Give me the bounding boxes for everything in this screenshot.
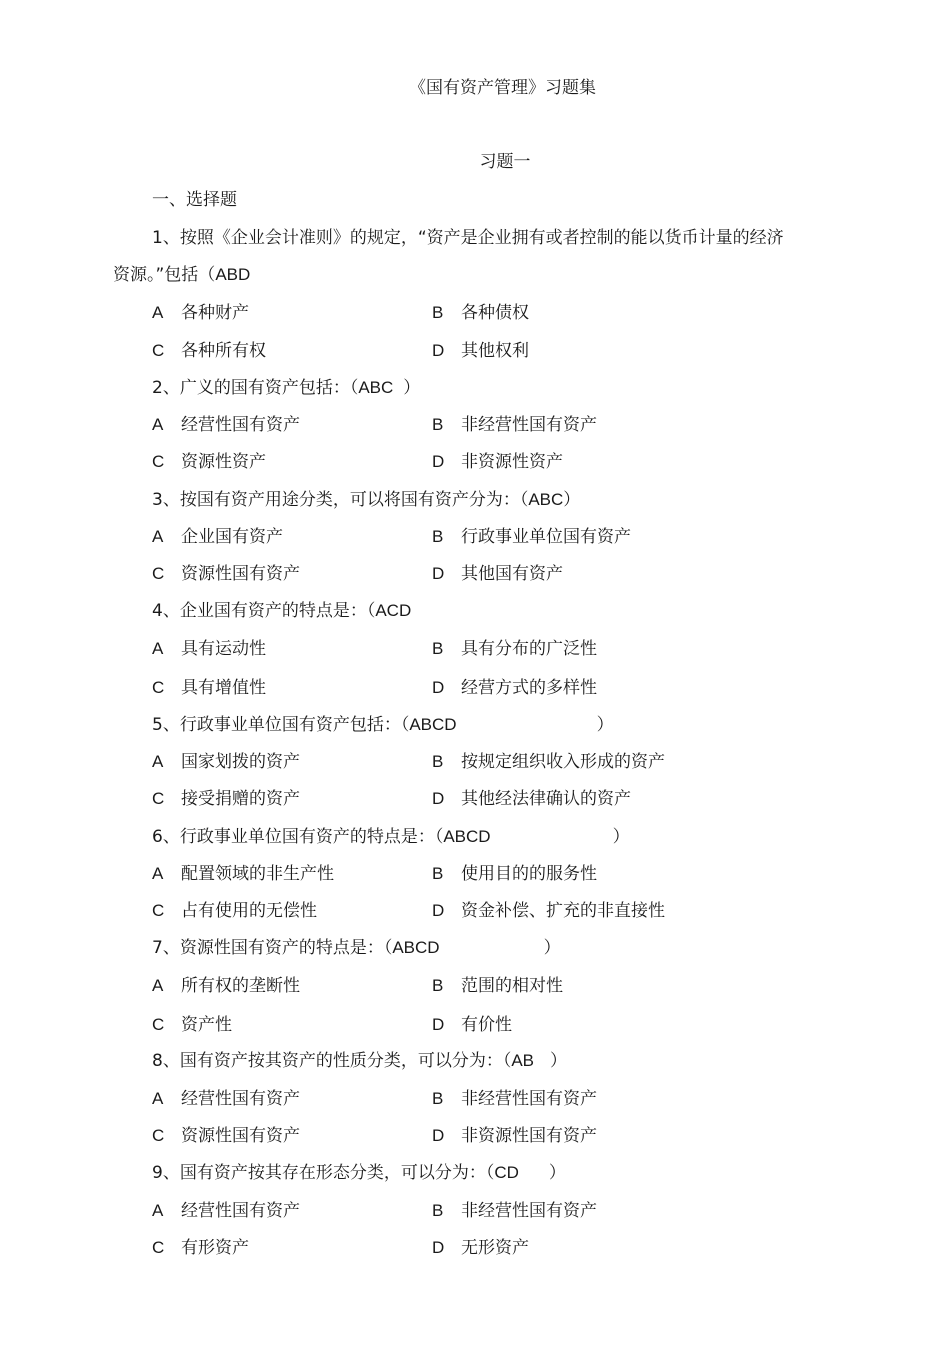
option-letter: D: [432, 452, 445, 471]
option-b: [432, 638, 597, 660]
option-text: 国家划拨的资产: [181, 752, 300, 772]
question-stem-text: 8、国有资产按其资产的性质分类，可以分为：（: [152, 1051, 512, 1071]
option-text: 经营方式的多样性: [461, 678, 597, 698]
option-a: [152, 1088, 300, 1110]
option-letter: D: [432, 789, 445, 808]
option-text: 行政事业单位国有资产: [461, 527, 631, 547]
option-letter: D: [432, 341, 445, 360]
option-text: 资源性资产: [181, 452, 266, 472]
option-a: [152, 975, 300, 997]
option-d: [432, 677, 597, 699]
option-letter: A: [152, 1089, 164, 1108]
option-text: 经营性国有资产: [181, 1201, 300, 1221]
option-a: [152, 1200, 300, 1222]
option-a: [152, 526, 283, 548]
option-text: 无形资产: [461, 1238, 529, 1258]
document-title: 《国有资产管理》习题集: [409, 78, 596, 98]
exercise-heading: 习题一: [479, 152, 531, 172]
option-text: 所有权的垄断性: [181, 976, 300, 996]
question-stem-text: 5、行政事业单位国有资产包括：（: [152, 715, 410, 735]
answer-key: ACD: [375, 601, 412, 620]
option-letter: B: [432, 1201, 444, 1220]
option-text: 范围的相对性: [461, 976, 563, 996]
option-letter: B: [432, 864, 444, 883]
option-d: [432, 340, 529, 362]
question-2-stem: [152, 377, 420, 399]
option-text: 有形资产: [181, 1238, 249, 1258]
option-text: 非资源性国有资产: [461, 1126, 597, 1146]
option-b: [432, 302, 529, 324]
option-letter: C: [152, 452, 165, 471]
option-letter: A: [152, 976, 164, 995]
option-letter: D: [432, 564, 445, 583]
option-d: [432, 1237, 529, 1259]
option-d: [432, 1014, 512, 1036]
question-stem-close: ）: [543, 938, 561, 958]
option-letter: A: [152, 752, 164, 771]
option-c: [152, 677, 266, 699]
option-c: [152, 1237, 249, 1259]
question-8-stem: [152, 1050, 567, 1072]
option-letter: A: [152, 415, 164, 434]
option-letter: B: [432, 415, 444, 434]
option-text: 各种所有权: [181, 341, 266, 361]
option-d: [432, 900, 665, 922]
option-text: 非资源性资产: [461, 452, 563, 472]
option-text: 配置领域的非生产性: [181, 864, 334, 884]
option-d: [432, 451, 563, 473]
option-c: [152, 451, 266, 473]
option-letter: B: [432, 639, 444, 658]
section-heading: 一、选择题: [152, 190, 237, 210]
option-letter: B: [432, 303, 444, 322]
option-letter: C: [152, 1015, 165, 1034]
option-text: 资金补偿、扩充的非直接性: [461, 901, 665, 921]
option-a: [152, 414, 300, 436]
option-text: 具有分布的广泛性: [461, 639, 597, 659]
answer-key: ABCD: [409, 715, 457, 734]
option-text: 各种债权: [461, 303, 529, 323]
question-stem-text: 3、按国有资产用途分类，可以将国有资产分为：（: [152, 490, 529, 510]
option-b: [432, 863, 597, 885]
option-letter: C: [152, 678, 165, 697]
option-letter: B: [432, 752, 444, 771]
option-letter: C: [152, 901, 165, 920]
option-a: [152, 863, 334, 885]
option-b: [432, 1200, 597, 1222]
option-text: 其他国有资产: [461, 564, 563, 584]
option-text: 经营性国有资产: [181, 1089, 300, 1109]
question-3-stem: [152, 489, 580, 511]
option-a: [152, 751, 300, 773]
option-letter: A: [152, 639, 164, 658]
option-text: 资产性: [181, 1015, 232, 1035]
question-stem-text: 7、资源性国有资产的特点是：（: [152, 938, 393, 958]
answer-key: CD: [494, 1163, 519, 1182]
option-letter: D: [432, 1015, 445, 1034]
option-text: 有价性: [461, 1015, 512, 1035]
option-letter: D: [432, 1126, 445, 1145]
answer-key: ABD: [215, 265, 251, 284]
answer-key: ABC: [358, 378, 394, 397]
option-b: [432, 526, 631, 548]
option-letter: C: [152, 1238, 165, 1257]
option-letter: B: [432, 976, 444, 995]
answer-key: ABCD: [392, 938, 440, 957]
option-text: 其他权利: [461, 341, 529, 361]
option-letter: C: [152, 1126, 165, 1145]
answer-key: ABC: [528, 490, 564, 509]
question-stem-text: 2、广义的国有资产包括：（: [152, 378, 359, 398]
option-letter: A: [152, 864, 164, 883]
option-c: [152, 340, 266, 362]
question-4-stem: [152, 600, 411, 622]
option-text: 企业国有资产: [181, 527, 283, 547]
option-a: [152, 638, 266, 660]
option-text: 资源性国有资产: [181, 564, 300, 584]
option-text: 经营性国有资产: [181, 415, 300, 435]
option-text: 接受捐赠的资产: [181, 789, 300, 809]
option-letter: D: [432, 901, 445, 920]
question-stem-text: 4、企业国有资产的特点是：（: [152, 601, 376, 621]
option-b: [432, 975, 563, 997]
option-letter: B: [432, 527, 444, 546]
option-text: 占有使用的无偿性: [181, 901, 317, 921]
option-c: [152, 788, 300, 810]
question-stem-text: 资源。”包括（: [113, 265, 216, 285]
question-stem-close: ）: [563, 490, 581, 510]
question-stem-text: 6、行政事业单位国有资产的特点是：（: [152, 827, 444, 847]
option-text: 非经营性国有资产: [461, 415, 597, 435]
question-stem-close: ）: [596, 715, 614, 735]
option-letter: C: [152, 789, 165, 808]
option-letter: A: [152, 527, 164, 546]
option-letter: D: [432, 1238, 445, 1257]
option-text: 资源性国有资产: [181, 1126, 300, 1146]
option-letter: C: [152, 564, 165, 583]
question-7-stem: [152, 937, 561, 959]
option-letter: A: [152, 1201, 164, 1220]
question-stem-text: 9、国有资产按其存在形态分类，可以分为：（: [152, 1163, 495, 1183]
option-letter: B: [432, 1089, 444, 1108]
question-5-stem: [152, 714, 614, 736]
option-text: 按规定组织收入形成的资产: [461, 752, 665, 772]
question-1-stem-line2: [113, 264, 250, 286]
option-text: 具有增值性: [181, 678, 266, 698]
option-c: [152, 900, 317, 922]
question-stem-close: ）: [550, 1051, 568, 1071]
option-text: 其他经法律确认的资产: [461, 789, 631, 809]
option-a: [152, 302, 249, 324]
answer-key: AB: [511, 1051, 535, 1070]
option-c: [152, 1125, 300, 1147]
option-b: [432, 751, 665, 773]
option-d: [432, 563, 563, 585]
answer-key: ABCD: [443, 827, 491, 846]
question-stem-close: ）: [548, 1163, 566, 1183]
option-c: [152, 1014, 232, 1036]
option-text: 具有运动性: [181, 639, 266, 659]
option-text: 各种财产: [181, 303, 249, 323]
option-text: 非经营性国有资产: [461, 1201, 597, 1221]
option-c: [152, 563, 300, 585]
option-b: [432, 1088, 597, 1110]
question-stem-close: ）: [403, 378, 421, 398]
option-letter: C: [152, 341, 165, 360]
option-letter: A: [152, 303, 164, 322]
option-d: [432, 788, 631, 810]
question-6-stem: [152, 826, 630, 848]
option-text: 使用目的的服务性: [461, 864, 597, 884]
option-letter: D: [432, 678, 445, 697]
question-9-stem: [152, 1162, 566, 1184]
option-text: 非经营性国有资产: [461, 1089, 597, 1109]
question-1-stem-line1: 1、按照《企业会计准则》的规定，“资产是企业拥有或者控制的能以货币计量的经济: [152, 228, 784, 248]
option-d: [432, 1125, 597, 1147]
option-b: [432, 414, 597, 436]
question-stem-close: ）: [612, 827, 630, 847]
